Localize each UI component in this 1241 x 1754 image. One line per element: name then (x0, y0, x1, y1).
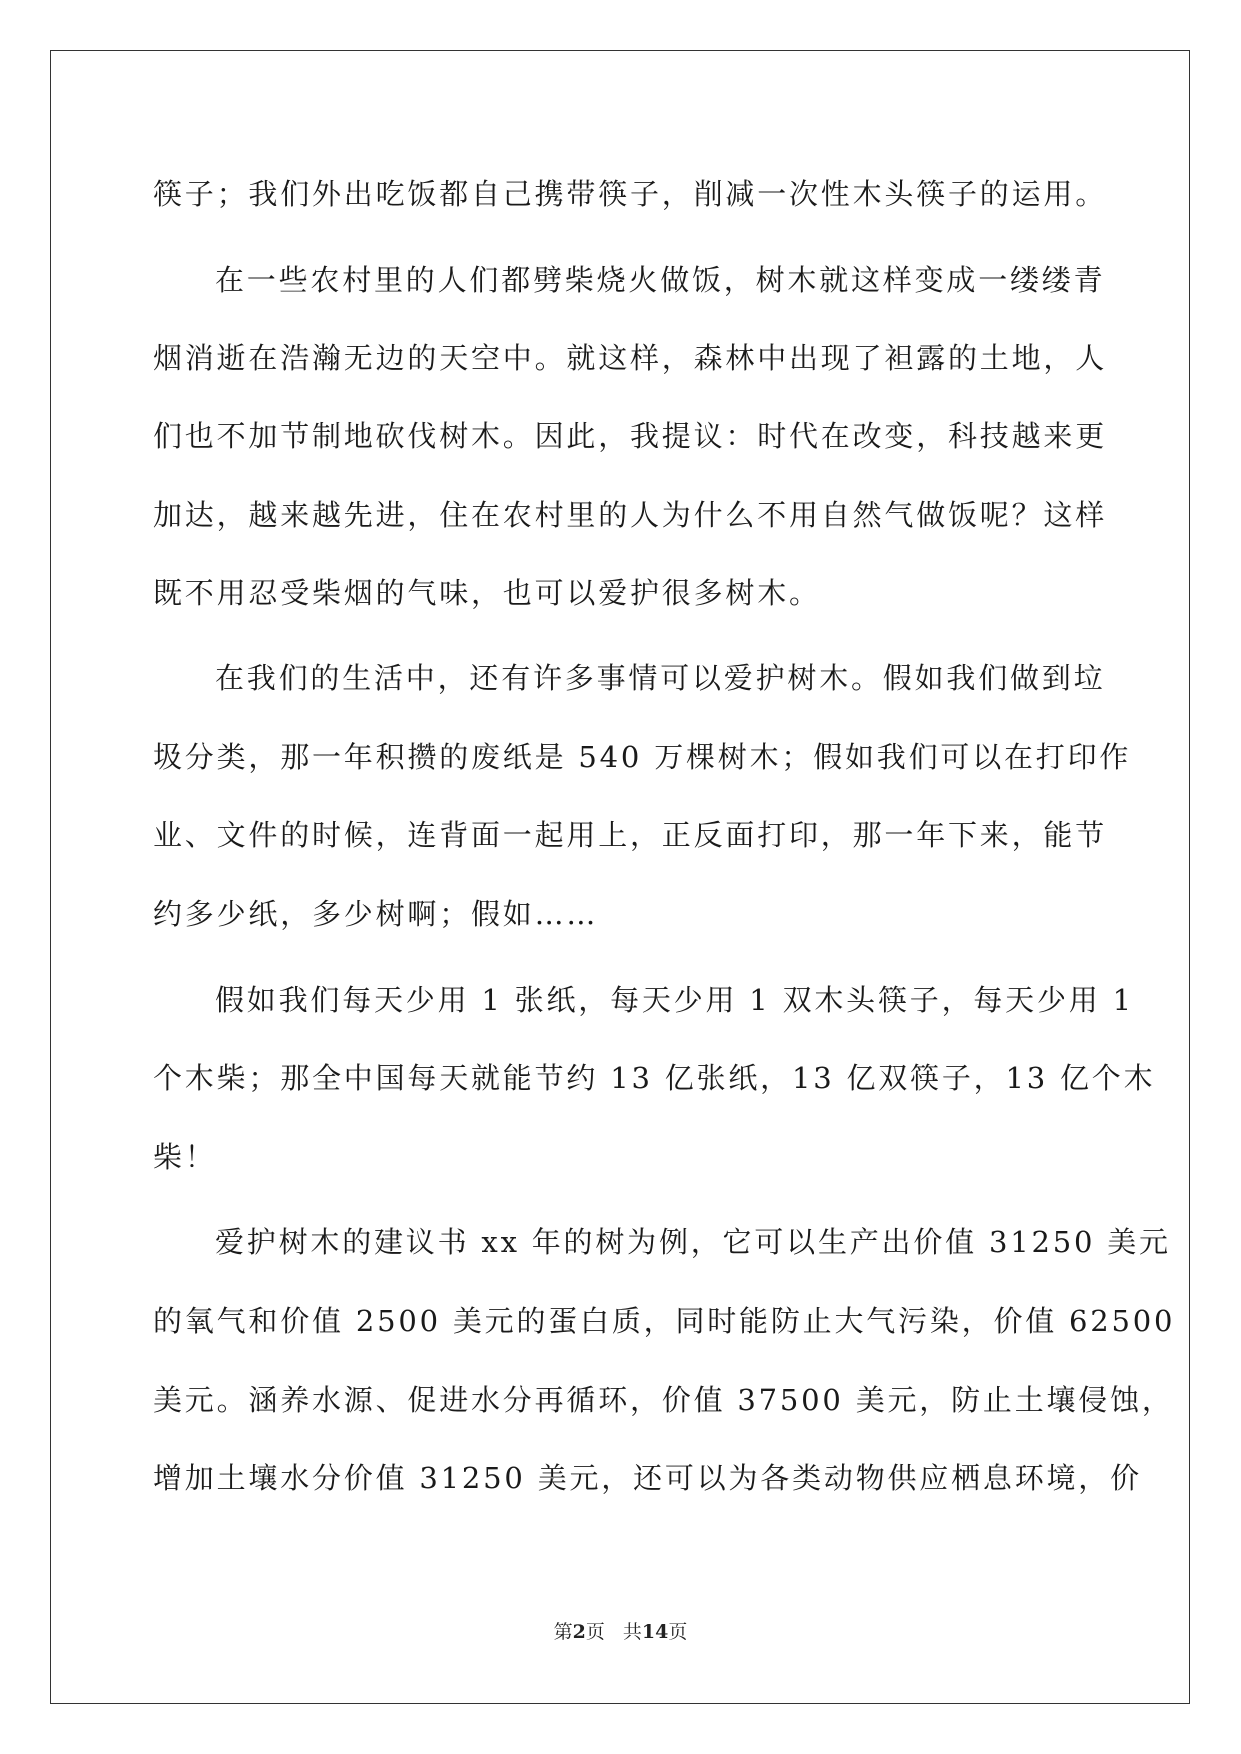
text-line: 增加土壤水分价值 31250 美元，还可以为各类动物供应栖息环境，价 (153, 1461, 1142, 1495)
total-suffix: 页 (668, 1621, 688, 1643)
total-prefix: 共 (622, 1621, 642, 1643)
page-border (50, 50, 1190, 1704)
text-line: 们也不加节制地砍伐树木。因此，我提议：时代在改变，科技越来更 (153, 419, 1108, 453)
text-line: 既不用忍受柴烟的气味，也可以爱护很多树木。 (153, 576, 821, 610)
text-line: 在我们的生活中，还有许多事情可以爱护树木。假如我们做到垃 (215, 661, 1106, 695)
text-line: 加达，越来越先进，住在农村里的人为什么不用自然气做饭呢？这样 (153, 498, 1108, 532)
total-pages: 14 (641, 1621, 669, 1643)
text-line: 业、文件的时候，连背面一起用上，正反面打印，那一年下来，能节 (153, 818, 1108, 852)
text-line: 烟消逝在浩瀚无边的天空中。就这样，森林中出现了袒露的土地，人 (153, 341, 1108, 375)
text-line: 筷子；我们外出吃饭都自己携带筷子，削减一次性木头筷子的运用。 (153, 177, 1108, 211)
text-line: 美元。涵养水源、促进水分再循环，价值 37500 美元，防止土壤侵蚀， (153, 1383, 1174, 1417)
text-line: 柴！ (153, 1140, 217, 1174)
text-line: 爱护树木的建议书 xx 年的树为例，它可以生产出价值 31250 美元 (215, 1225, 1171, 1259)
text-line: 在一些农村里的人们都劈柴烧火做饭，树木就这样变成一缕缕青 (215, 263, 1106, 297)
text-line: 假如我们每天少用 1 张纸，每天少用 1 双木头筷子，每天少用 1 (215, 983, 1134, 1017)
page-number: 2 (572, 1621, 586, 1643)
text-line: 约多少纸，多少树啊；假如…… (153, 897, 599, 931)
page-suffix: 页 (585, 1621, 605, 1643)
page-prefix: 第 (553, 1621, 573, 1643)
page-footer (0, 1620, 1241, 1644)
text-line: 个木柴；那全中国每天就能节约 13 亿张纸，13 亿双筷子，13 亿个木 (153, 1061, 1156, 1095)
text-line: 的氧气和价值 2500 美元的蛋白质，同时能防止大气污染，价值 62500 (153, 1304, 1176, 1338)
text-line: 圾分类，那一年积攒的废纸是 540 万棵树木；假如我们可以在打印作 (153, 740, 1132, 774)
